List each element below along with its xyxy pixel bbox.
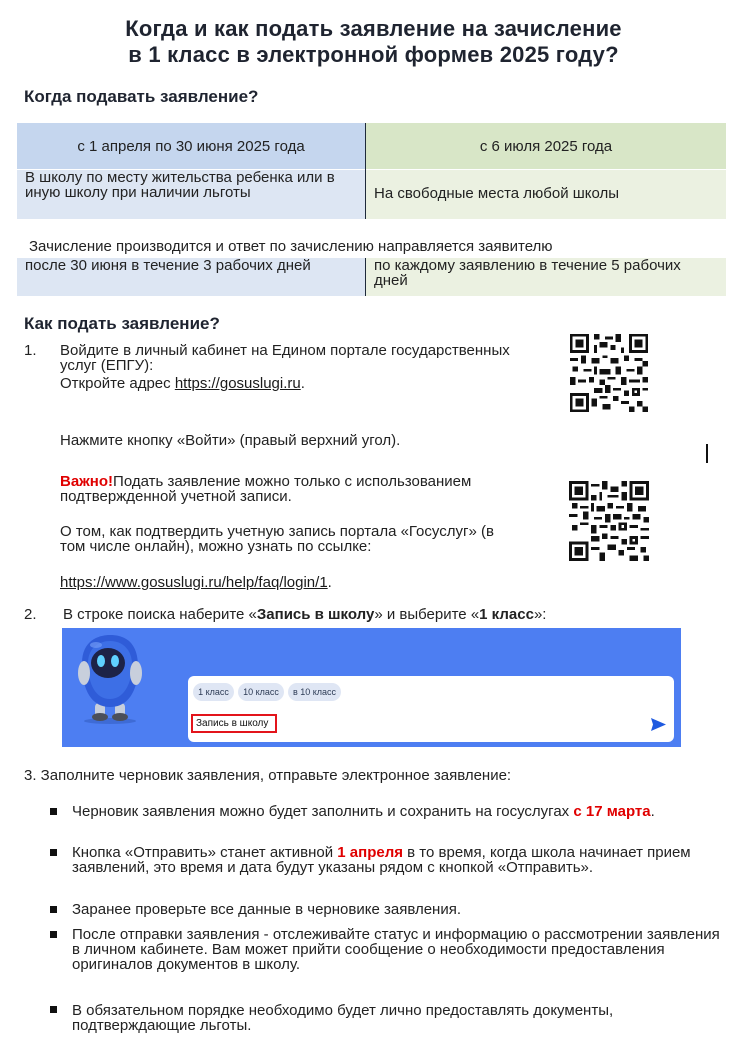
step-2-query: Запись в школу (256, 606, 375, 623)
send-date: 1 апреля (337, 844, 403, 861)
qr-code-gosuslugi[interactable] (570, 334, 648, 412)
bullet-4 (50, 931, 57, 938)
step-2-text: В строке поиска наберите «Запись в школу» и выберите «1 класс»: (63, 606, 547, 623)
when-heading: Когда подавать заявление? (24, 87, 259, 106)
step-1-text: Войдите в личный кабинет на Едином портале государственных услуг (ЕПГУ): (60, 342, 510, 374)
step-2-choice: 1 класс (479, 606, 534, 623)
bullet-1 (50, 808, 57, 815)
period-1-answer: после 30 июня в течение 3 рабочих дней (17, 258, 365, 296)
period-1-header: с 1 апреля по 30 июня 2025 года (17, 123, 365, 169)
bullet-3 (50, 906, 57, 913)
bullet-2-text: Кнопка «Отправить» станет активной 1 апреля в то время, когда школа начинает прием заявлений, это время и дата будут указаны рядом с кнопкой «Отправить». (72, 844, 691, 876)
bullet-4-text: После отправки заявления - отслеживайте статус и информацию о рассмотрении заявления в личном кабинете. Вам может прийти сообщение о необходимости предоставления оригиналов документов в школу. (72, 926, 720, 973)
period-2-answer: по каждому заявлению в течение 5 рабочих дней (366, 258, 726, 296)
draft-date: с 17 марта (573, 803, 651, 820)
period-1-body: В школу по месту жительства ребенка или в иную школу при наличии льготы (17, 170, 365, 219)
send-icon[interactable] (650, 717, 667, 732)
period-2-body: На свободные места любой школы (366, 170, 726, 219)
suggestion-chip-10-class[interactable]: 10 класс (238, 683, 284, 701)
login-instruction: Нажмите кнопку «Войти» (правый верхний угол). (60, 432, 401, 449)
bullet-5-text: В обязательном порядке необходимо будет лично предоставлять документы, подтверждающие льготы. (72, 1002, 614, 1034)
suggestion-chip-in-10-class[interactable]: в 10 класс (288, 683, 341, 701)
period-2-header: с 6 июля 2025 года (366, 123, 726, 169)
enrollment-note: Зачисление производится и ответ по зачислению направляется заявителю (29, 238, 553, 255)
page-title (0, 16, 747, 68)
bullet-2 (50, 849, 57, 856)
title-line-2: в 1 класс в электронной формев 2025 году? (128, 42, 619, 67)
help-login-link[interactable]: https://www.gosuslugi.ru/help/faq/login/1 (60, 574, 328, 591)
robot-mascot-icon (74, 633, 146, 725)
suggestion-chip-1-class[interactable]: 1 класс (193, 683, 234, 701)
step-1-open: Откройте адрес https://gosuslugi.ru. (60, 375, 305, 392)
gosuslugi-link[interactable]: https://gosuslugi.ru (174, 375, 301, 392)
important-note: Важно!Подать заявление можно только с использованием подтвержденной учетной записи. (60, 473, 472, 505)
confirm-link-line: https://www.gosuslugi.ru/help/faq/login/1. (60, 574, 332, 591)
step-3-heading: 3. Заполните черновик заявления, отправьте электронное заявление: (24, 767, 512, 784)
bullet-5 (50, 1006, 57, 1013)
important-label: Важно! (60, 473, 114, 490)
step-1-number: 1. (24, 342, 37, 359)
text-cursor (706, 444, 708, 463)
title-line-1: Когда и как подать заявление на зачисление (125, 16, 622, 41)
bullet-3-text: Заранее проверьте все данные в черновике заявления. (72, 901, 461, 918)
bullet-1-text: Черновик заявления можно будет заполнить и сохранить на госуслугах с 17 марта. (72, 803, 655, 820)
how-heading: Как подать заявление? (24, 314, 220, 333)
step-2-number: 2. (24, 606, 37, 623)
qr-code-help-login[interactable] (569, 481, 649, 561)
confirm-note: О том, как подтвердить учетную запись портала «Госуслуг» (в том числе онлайн), можно узнать по ссылке: (60, 523, 494, 555)
search-input[interactable]: Запись в школу (191, 714, 277, 733)
answer-divider (365, 258, 366, 296)
